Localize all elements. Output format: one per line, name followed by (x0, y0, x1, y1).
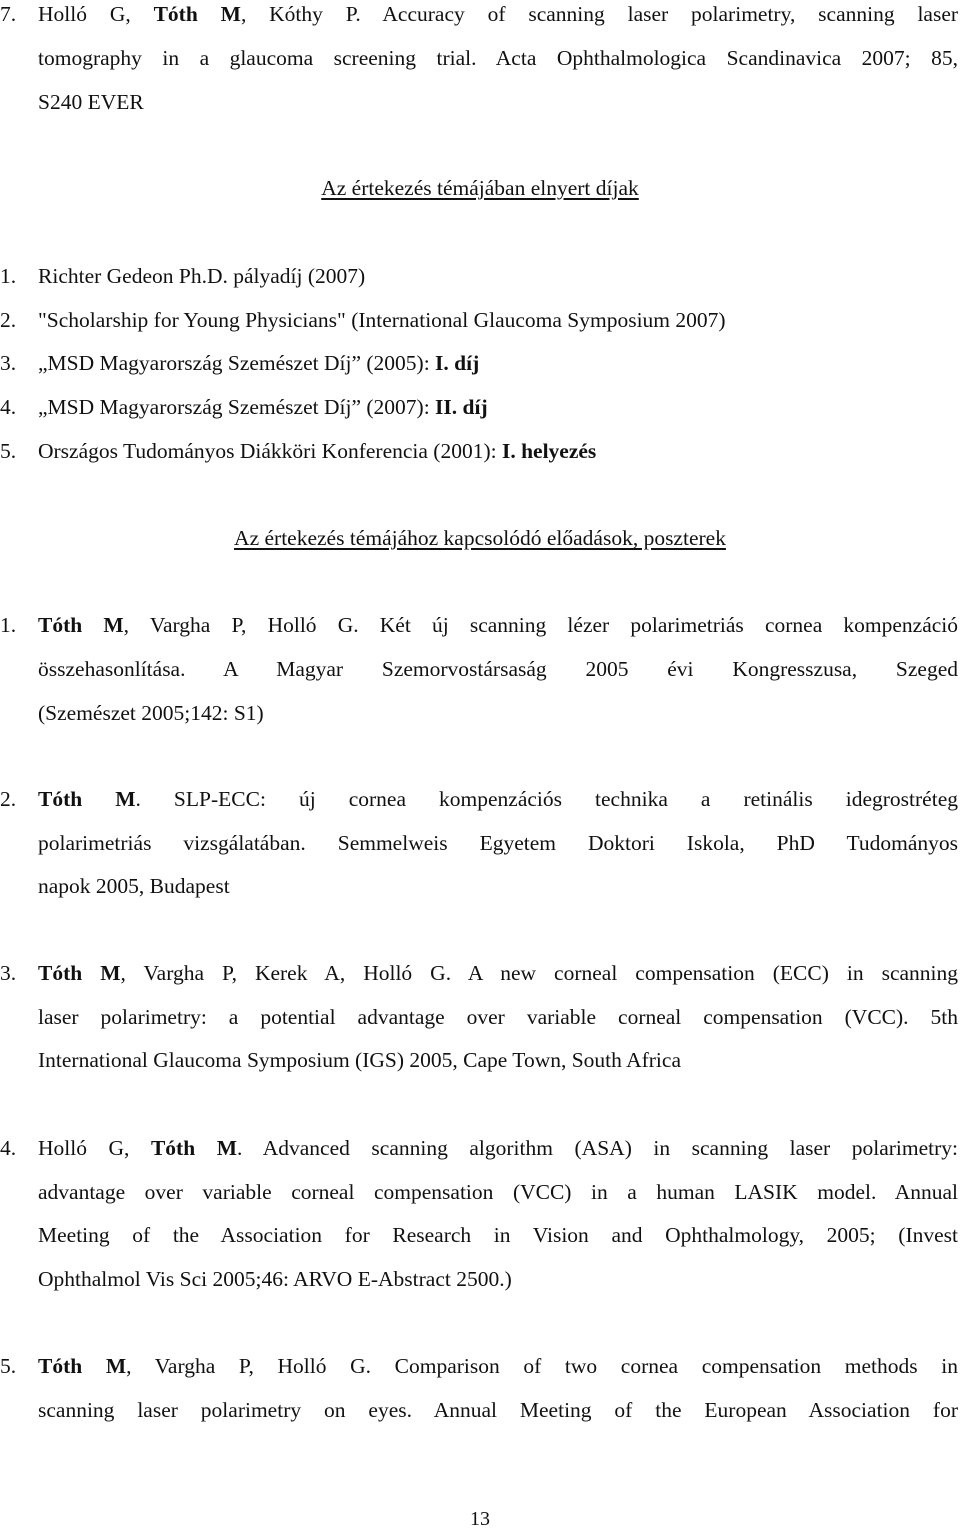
talk-number: 3. (0, 961, 17, 985)
talk-line (38, 786, 958, 812)
award-number: 4. (0, 395, 17, 419)
award-text: Országos Tudományos Diákköri Konferencia (2001): (38, 439, 502, 463)
award-text: „MSD Magyarország Szemészet Díj” (2007): (38, 395, 436, 419)
reference-line-1 (38, 1, 958, 27)
reference-authors-pre: Holló G, (38, 2, 154, 26)
talk-text: , Vargha P, Holló G. Két új scanning lézer polarimetriás cornea kompenzáció (123, 613, 959, 637)
talk-line: Ophthalmol Vis Sci 2005;46: ARVO E-Abstract 2500.) (38, 1267, 512, 1291)
talk-author-bold: Tóth M (38, 787, 136, 811)
award-item (38, 307, 726, 333)
award-number: 5. (0, 439, 17, 463)
talk-number: 1. (0, 613, 17, 637)
talk-line (38, 1135, 958, 1161)
talk-authors-pre: Holló G, (38, 1136, 151, 1160)
talk-author-bold: Tóth M (38, 613, 124, 637)
talk-text: Meeting of the Association for Research in Vision and Ophthalmology, 2005; (Invest (38, 1223, 958, 1247)
talk-line: napok 2005, Budapest (38, 874, 230, 898)
award-item (38, 263, 365, 289)
talk-number: 4. (0, 1136, 17, 1160)
reference-line-3: S240 EVER (38, 90, 144, 114)
talk-line (38, 1353, 958, 1379)
talk-line (38, 960, 958, 986)
talk-text: laser polarimetry: a potential advantage over variable corneal compensation (VCC). 5th (38, 1005, 958, 1029)
talk-text: advantage over variable corneal compensation (VCC) in a human LASIK model. Annual (38, 1180, 958, 1204)
award-result: I. helyezés (501, 439, 597, 463)
talk-number: 2. (0, 787, 17, 811)
award-number: 2. (0, 308, 17, 332)
awards-heading: Az értekezés témájában elnyert díjak (321, 176, 639, 200)
talk-line (38, 1397, 958, 1423)
award-text: „MSD Magyarország Szemészet Díj” (2005): (38, 351, 436, 375)
talk-text: . SLP-ECC: új cornea kompenzációs technika a retinális idegrostréteg (135, 787, 958, 811)
talk-text: összehasonlítása. A Magyar Szemorvostársaság 2005 évi Kongresszusa, Szeged (38, 657, 958, 681)
award-result: II. díj (435, 395, 488, 419)
award-number: 1. (0, 264, 17, 288)
reference-line-2-text: tomography in a glaucoma screening trial. Acta Ophthalmologica Scandinavica 2007; 85, (38, 46, 958, 70)
talk-line: (Szemészet 2005;142: S1) (38, 701, 264, 725)
talk-text: , Vargha P, Holló G. Comparison of two cornea compensation methods in (126, 1354, 958, 1378)
talk-text: . Advanced scanning algorithm (ASA) in scanning laser polarimetry: (237, 1136, 959, 1160)
talk-line (38, 656, 958, 682)
talk-text: scanning laser polarimetry on eyes. Annual Meeting of the European Association for (38, 1398, 958, 1422)
talk-line (38, 1179, 958, 1205)
reference-authors-post: , Kóthy P. (240, 2, 361, 26)
award-text: Richter Gedeon Ph.D. pályadíj (2007) (38, 264, 366, 288)
award-text: "Scholarship for Young Physicians" (International Glaucoma Symposium 2007) (38, 308, 726, 332)
award-result: I. díj (435, 351, 480, 375)
reference-number: 7. (0, 2, 17, 26)
talk-number: 5. (0, 1354, 17, 1378)
talk-line (38, 1004, 958, 1030)
talk-author-bold: Tóth M (38, 1354, 127, 1378)
award-item (38, 394, 488, 420)
talk-line (38, 612, 958, 638)
talk-text: polarimetriás vizsgálatában. Semmelweis Egyetem Doktori Iskola, PhD Tudományos (38, 831, 958, 855)
page-number: 13 (470, 1508, 490, 1530)
talk-author-bold: Tóth M (150, 1136, 237, 1160)
reference-line-2 (38, 45, 958, 71)
award-item (38, 350, 479, 376)
talk-line (38, 1222, 958, 1248)
award-item (38, 438, 596, 464)
reference-line-1-rest: Accuracy of scanning laser polarimetry, scanning laser (360, 2, 959, 26)
talk-text: , Vargha P, Kerek A, Holló G. A new corneal compensation (ECC) in scanning (120, 961, 959, 985)
talks-heading: Az értekezés témájához kapcsolódó előadások, poszterek (234, 526, 726, 550)
award-number: 3. (0, 351, 17, 375)
talk-line: International Glaucoma Symposium (IGS) 2005, Cape Town, South Africa (38, 1048, 681, 1072)
talk-author-bold: Tóth M (38, 961, 121, 985)
talk-line (38, 830, 958, 856)
reference-author-bold: Tóth M (153, 2, 241, 26)
